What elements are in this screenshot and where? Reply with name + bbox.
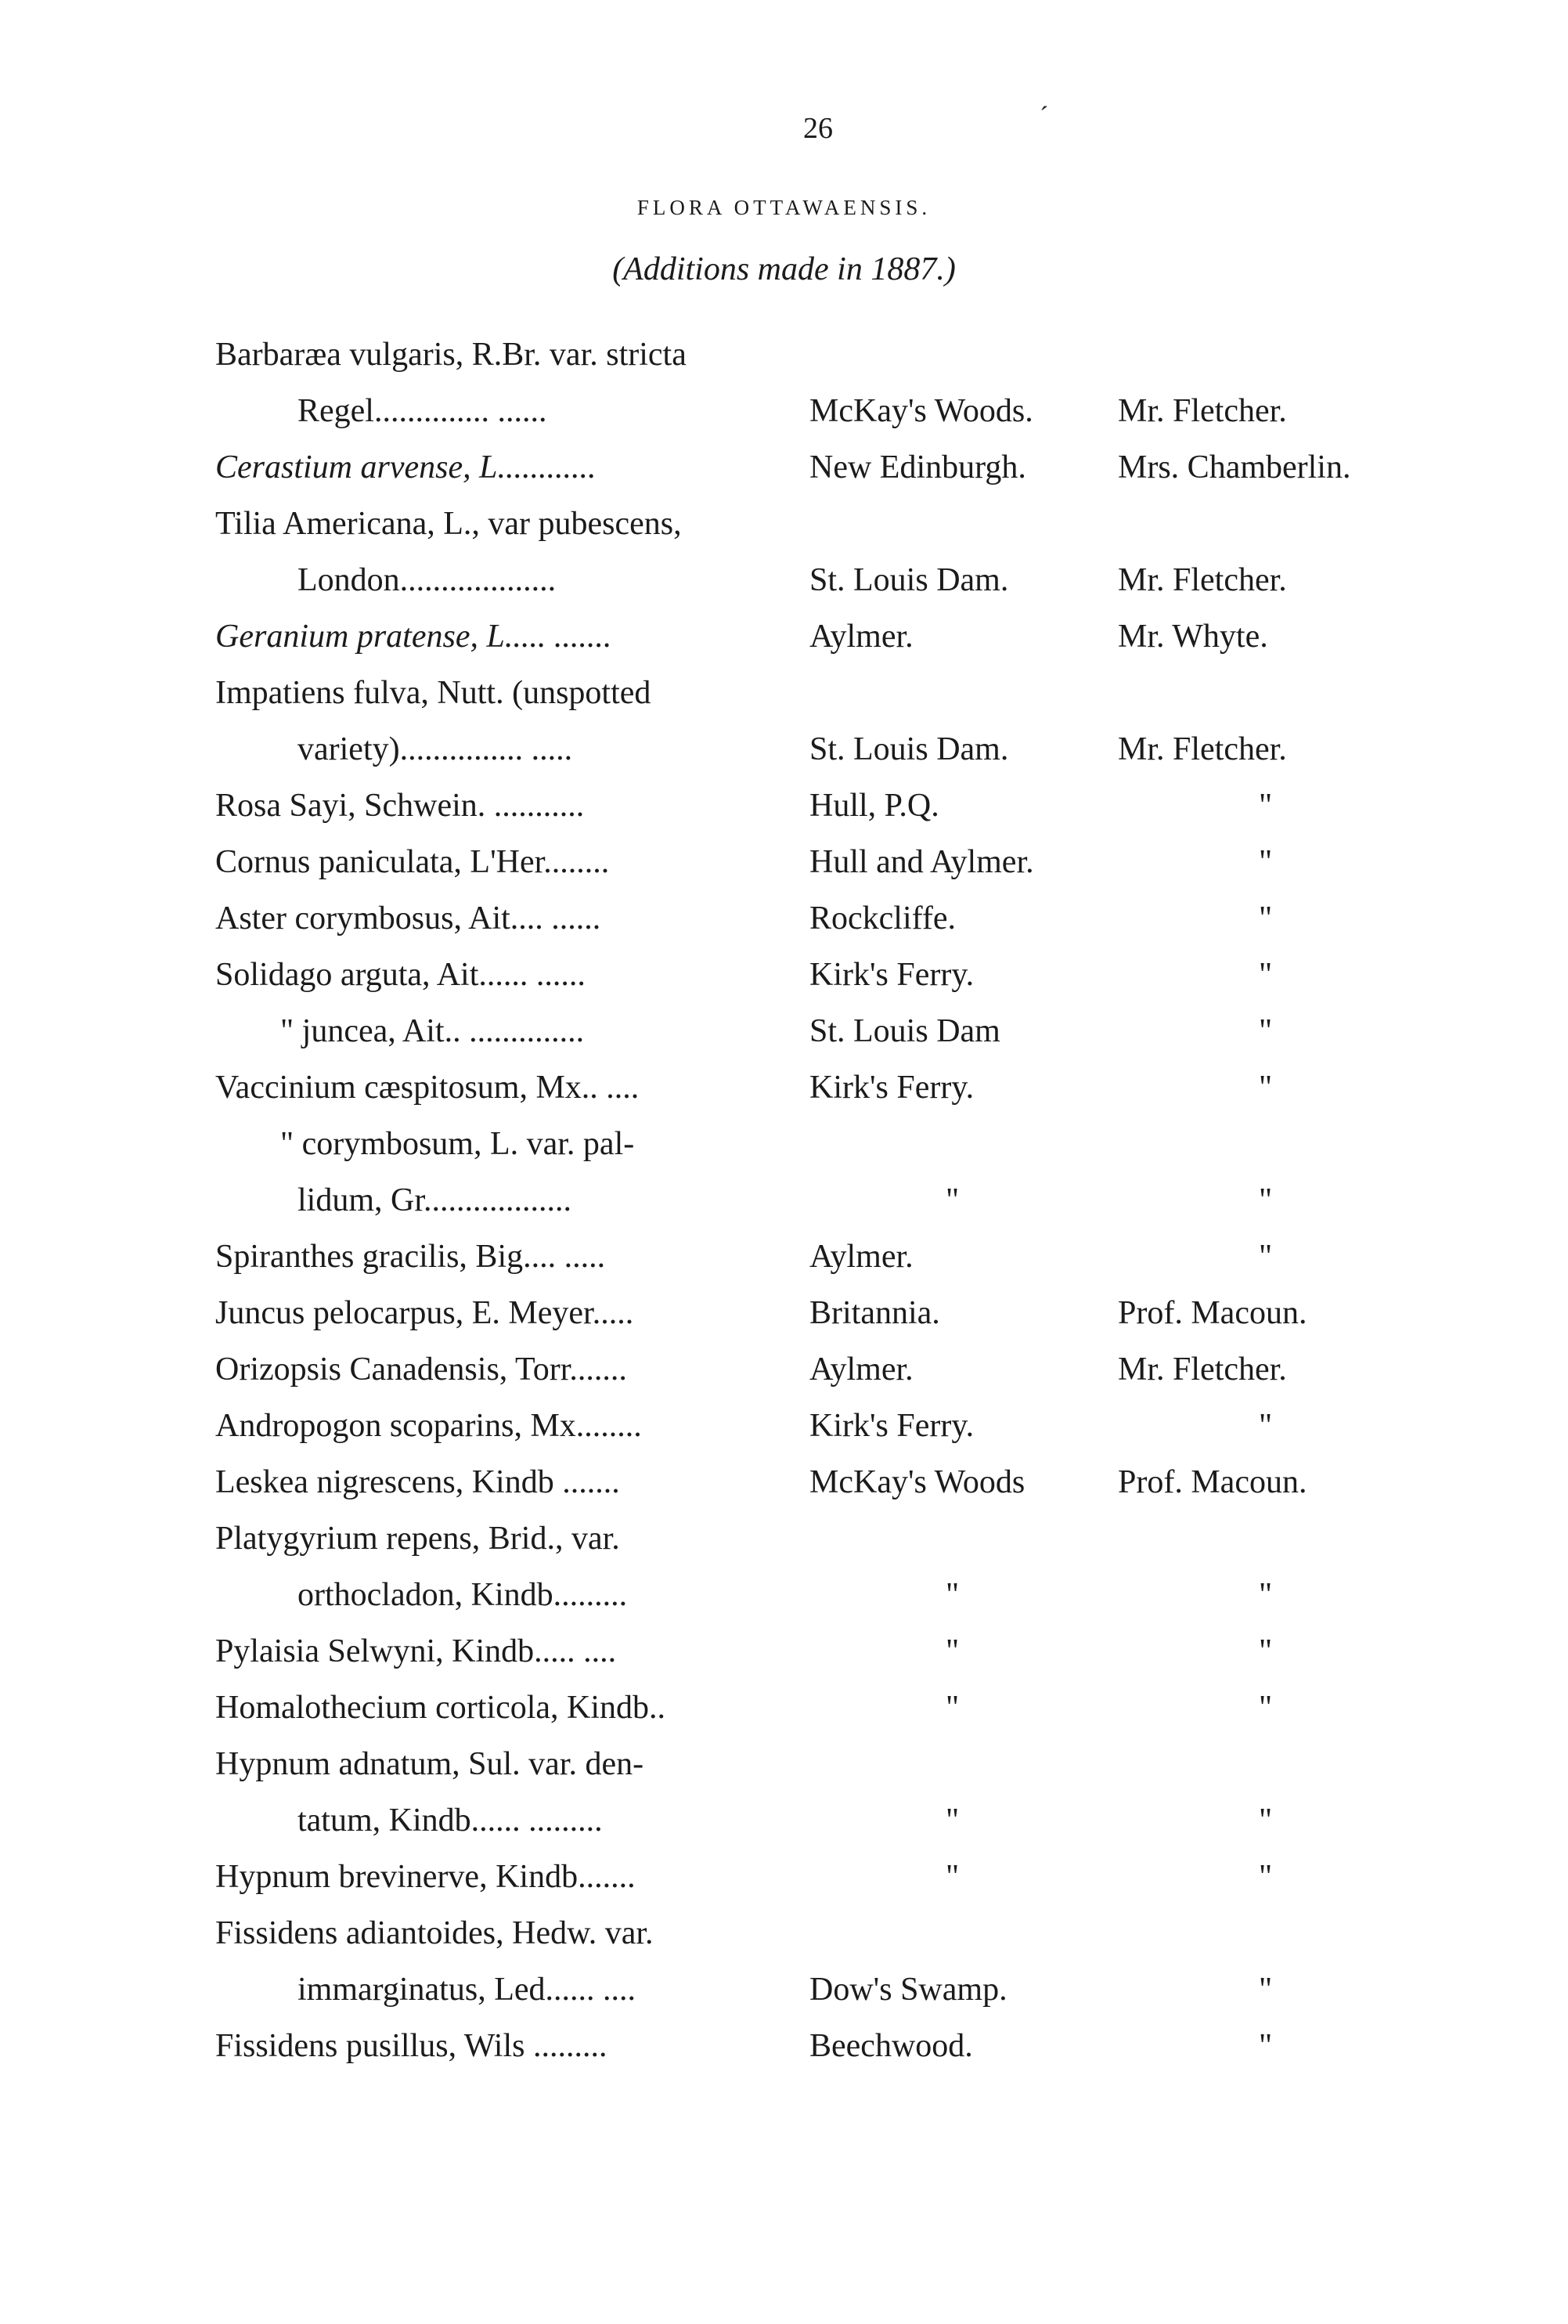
species-name: Platygyrium repens, Brid., var. bbox=[215, 1521, 620, 1557]
ditto-mark: " bbox=[1259, 1239, 1273, 1275]
ditto-mark: " bbox=[946, 1690, 960, 1726]
ditto-mark: " bbox=[946, 1182, 960, 1218]
species-name: Orizopsis Canadensis, Torr....... bbox=[215, 1351, 627, 1388]
species-name: Fissidens pusillus, Wils ......... bbox=[215, 2028, 607, 2064]
collector: Mr. Fletcher. bbox=[1118, 1351, 1287, 1388]
locality: Hull and Aylmer. bbox=[809, 844, 1034, 880]
locality: Aylmer. bbox=[809, 619, 914, 655]
running-title: FLORA OTTAWAENSIS. bbox=[636, 196, 932, 219]
species-name: Rosa Sayi, Schwein. ........... bbox=[215, 788, 585, 824]
species-name: " juncea, Ait.. .............. bbox=[280, 1013, 585, 1049]
species-name: immarginatus, Led...... .... bbox=[297, 1972, 636, 2008]
locality: St. Louis Dam bbox=[809, 1013, 1000, 1049]
ditto-mark: " bbox=[1259, 1070, 1273, 1106]
locality: Rockcliffe. bbox=[809, 900, 956, 936]
locality: St. Louis Dam. bbox=[809, 731, 1009, 767]
species-name: Juncus pelocarpus, E. Meyer..... bbox=[215, 1295, 634, 1331]
ditto-mark: " bbox=[1259, 1859, 1273, 1895]
ditto-mark: " bbox=[1259, 1633, 1273, 1669]
ditto-mark: " bbox=[1259, 1013, 1273, 1049]
pencil-tick-mark: ´ bbox=[1040, 102, 1049, 131]
locality: Aylmer. bbox=[809, 1239, 914, 1275]
ditto-mark: " bbox=[1259, 2028, 1273, 2064]
species-name: Aster corymbosus, Ait.... ...... bbox=[215, 900, 601, 936]
collector: Mrs. Chamberlin. bbox=[1118, 449, 1351, 485]
species-name: Leskea nigrescens, Kindb ....... bbox=[215, 1464, 620, 1500]
locality: Aylmer. bbox=[809, 1351, 914, 1388]
species-name: Homalothecium corticola, Kindb.. bbox=[215, 1690, 666, 1726]
species-name: Pylaisia Selwyni, Kindb..... .... bbox=[215, 1633, 617, 1669]
locality: McKay's Woods bbox=[809, 1464, 1026, 1500]
species-name: Regel.............. ...... bbox=[297, 393, 547, 429]
ditto-mark: " bbox=[946, 1859, 960, 1895]
ditto-mark: " bbox=[1259, 1690, 1273, 1726]
locality: Britannia. bbox=[809, 1295, 940, 1331]
locality: St. Louis Dam. bbox=[809, 562, 1009, 598]
page-number: 26 bbox=[803, 112, 833, 145]
collector: Mr. Whyte. bbox=[1118, 619, 1268, 655]
ditto-mark: " bbox=[1259, 844, 1273, 880]
ditto-mark: " bbox=[1259, 1182, 1273, 1218]
ditto-mark: " bbox=[946, 1577, 960, 1613]
ditto-mark: " bbox=[1259, 957, 1273, 993]
ditto-mark: " bbox=[1259, 900, 1273, 936]
species-name: Barbaræa vulgaris, R.Br. var. stricta bbox=[215, 337, 687, 373]
ditto-mark: " bbox=[1259, 1972, 1273, 2008]
species-name: Impatiens fulva, Nutt. (unspotted bbox=[215, 675, 651, 711]
ditto-mark: " bbox=[1259, 1408, 1273, 1444]
collector: Mr. Fletcher. bbox=[1118, 562, 1287, 598]
collector: Prof. Macoun. bbox=[1118, 1295, 1307, 1331]
species-name: orthocladon, Kindb......... bbox=[297, 1577, 628, 1613]
species-name: Spiranthes gracilis, Big.... ..... bbox=[215, 1239, 606, 1275]
ditto-mark: " bbox=[946, 1803, 960, 1839]
locality: Hull, P.Q. bbox=[809, 788, 939, 824]
species-name: Hypnum adnatum, Sul. var. den- bbox=[215, 1746, 644, 1782]
species-name: lidum, Gr.................. bbox=[297, 1182, 572, 1218]
ditto-mark: " bbox=[946, 1633, 960, 1669]
locality: McKay's Woods. bbox=[809, 393, 1033, 429]
collector: Mr. Fletcher. bbox=[1118, 731, 1287, 767]
species-name: " corymbosum, L. var. pal- bbox=[280, 1126, 635, 1162]
species-name: Solidago arguta, Ait...... ...... bbox=[215, 957, 586, 993]
species-name: Vaccinium cæspitosum, Mx.. .... bbox=[215, 1070, 640, 1106]
locality: Kirk's Ferry. bbox=[809, 957, 975, 993]
ditto-mark: " bbox=[1259, 788, 1273, 824]
species-name: Tilia Americana, L., var pubescens, bbox=[215, 506, 682, 542]
collector: Mr. Fletcher. bbox=[1118, 393, 1287, 429]
species-name: variety)............... ..... bbox=[297, 731, 573, 767]
locality: Kirk's Ferry. bbox=[809, 1408, 975, 1444]
ditto-mark: " bbox=[1259, 1577, 1273, 1613]
species-name: Cerastium arvense, L............ bbox=[215, 449, 597, 485]
species-name: Fissidens adiantoides, Hedw. var. bbox=[215, 1915, 654, 1951]
species-name: Cornus paniculata, L'Her........ bbox=[215, 844, 610, 880]
ditto-mark: " bbox=[1259, 1803, 1273, 1839]
species-name: Hypnum brevinerve, Kindb....... bbox=[215, 1859, 636, 1895]
species-name: Geranium pratense, L..... ....... bbox=[215, 619, 612, 655]
species-name: London................... bbox=[297, 562, 557, 598]
locality: Beechwood. bbox=[809, 2028, 973, 2064]
species-name: tatum, Kindb...... ......... bbox=[297, 1803, 603, 1839]
species-name: Andropogon scoparins, Mx........ bbox=[215, 1408, 642, 1444]
subtitle: (Additions made in 1887.) bbox=[612, 251, 956, 287]
locality: Kirk's Ferry. bbox=[809, 1070, 975, 1106]
locality: New Edinburgh. bbox=[809, 449, 1026, 485]
locality: Dow's Swamp. bbox=[809, 1972, 1007, 2008]
collector: Prof. Macoun. bbox=[1118, 1464, 1307, 1500]
